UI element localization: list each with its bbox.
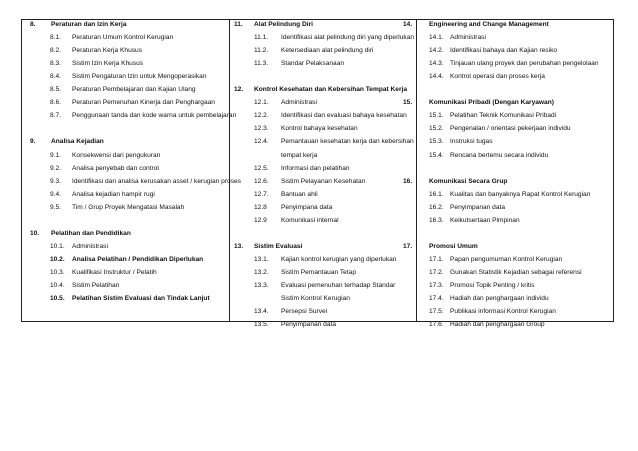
item-number: 10.2.	[50, 255, 65, 263]
item-text: Kontrol operasi dan proses kerja	[450, 73, 545, 81]
item-text: Pelatihan Teknik Komunikasi Pribadi	[450, 112, 557, 120]
section-heading: Analisa Kejadian	[51, 138, 104, 146]
item-text: Gunakan Statistik Kejadian sebagai referensi	[450, 268, 582, 276]
item-text: Peraturan Pembelajaran dan Kajian Ulang	[72, 86, 196, 94]
item-number: 12.5.	[254, 164, 269, 172]
section-number: 9.	[30, 138, 36, 146]
item-number: 14.4.	[429, 73, 444, 81]
item-text: Persepsi Survei	[281, 308, 328, 316]
item-text: Identifikasi bahaya dan Kajian resiko	[450, 47, 558, 55]
item-text: Kontrol bahaya kesehatan	[281, 125, 358, 133]
item-text: Sistim Kontrol Kerugian	[281, 295, 350, 303]
item-number: 8.6.	[50, 99, 61, 107]
item-text: Analisa kejadian hampir rugi	[72, 190, 155, 198]
item-text: Penyimpanan data	[281, 321, 336, 329]
section-number: 17.	[403, 242, 413, 250]
item-number: 17.3.	[429, 282, 444, 289]
item-number: 13.1.	[254, 255, 269, 263]
item-number: 8.5.	[50, 86, 61, 94]
item-text: Sistim Pengaturan Izin untuk Mengoperasikan	[72, 73, 207, 81]
item-number: 14.1.	[429, 34, 444, 42]
section-heading: Pelatihan dan Pendidikan	[51, 229, 131, 237]
section-number: 8.	[30, 21, 36, 28]
item-number: 8.3.	[50, 60, 61, 68]
item-text: Penyimpana data	[281, 203, 333, 211]
item-number: 13.5.	[254, 321, 269, 329]
item-number: 17.4.	[429, 295, 444, 303]
item-text: Konsekwensi dari pengukuran	[72, 151, 161, 159]
section-heading: Komunikasi Pribadi (Dengan Karyawan)	[429, 99, 554, 107]
item-number: 15.3.	[429, 138, 444, 146]
item-text: Pelatihan Sistim Evaluasi dan Tindak Lanjut	[72, 295, 210, 303]
item-number: 10.4.	[50, 282, 65, 289]
item-text: Publikasi informasi Kontrol Kerugian	[450, 308, 556, 316]
item-text: Komunikasi internal	[281, 216, 339, 224]
item-number: 12.3.	[254, 125, 269, 133]
item-text: Kajian kontrol kerugian yang diperlukan	[281, 255, 397, 263]
column-divider	[416, 20, 417, 321]
item-text: Pemantauan kesehatan kerja dan kebersihan	[281, 138, 414, 146]
item-number: 12.4.	[254, 138, 269, 146]
item-number: 12.1.	[254, 99, 269, 107]
item-text: tempat kerja	[281, 151, 318, 159]
item-number: 12.2.	[254, 112, 269, 120]
item-text: Ketersediaan alat pelindung diri	[281, 47, 374, 55]
section-heading: Promosi Umum	[429, 242, 478, 250]
item-text: Evaluasi pemenuhan terhadap Standar	[281, 282, 396, 289]
item-text: Papan pengumuman Kontrol Kerugian	[450, 255, 563, 263]
item-number: 9.4.	[50, 190, 61, 198]
item-text: Sistim Izin Kerja Khusus	[72, 60, 144, 68]
item-text: Sistim Pelatihan	[72, 282, 120, 289]
section-number: 15.	[403, 99, 413, 107]
item-number: 8.7.	[50, 112, 61, 120]
item-number: 11.3.	[254, 60, 269, 68]
item-number: 15.2.	[429, 125, 444, 133]
item-text: Tinjauan ulang proyek dan perubahan pengelolaan	[450, 60, 599, 68]
item-text: Standar Pelaksanaan	[281, 60, 345, 68]
item-number: 12.6.	[254, 177, 269, 185]
item-text: Instruksi tugas	[450, 138, 493, 146]
item-number: 17.2.	[429, 268, 444, 276]
item-number: 12.9	[254, 216, 267, 224]
item-number: 15.1.	[429, 112, 444, 120]
item-text: Penggunaan tanda dan kode warna untuk pembelajaran	[72, 112, 237, 120]
item-text: Sistim Pelayanan Kesehatan	[281, 177, 366, 185]
section-number: 13.	[234, 242, 244, 250]
item-number: 9.5.	[50, 203, 61, 211]
item-text: Peraturan Umum Kontrol Kerugian	[72, 34, 174, 42]
item-text: Pengenalan / orientasi pekerjaan individu	[450, 125, 571, 133]
item-text: Keikutsertaan Pimpinan	[450, 216, 520, 224]
item-text: Identifikasi alat pelindung diri yang diperlukan	[281, 34, 415, 42]
item-number: 12.7.	[254, 190, 269, 198]
item-text: Penyimpanan data	[450, 203, 505, 211]
item-text: Administrasi	[450, 34, 486, 42]
item-number: 14.3.	[429, 60, 444, 68]
item-text: Kualitas dan banyaknya Rapat Kontrol Kerugian	[450, 190, 591, 198]
item-text: Administrasi	[72, 242, 108, 250]
section-heading: Kontrol Kesehatan dan Kebersihan Tempat Kerja	[254, 86, 408, 94]
item-number: 16.2.	[429, 203, 444, 211]
item-text: Identifikasi dan evaluasi bahaya kesehatan	[281, 112, 407, 120]
item-text: Bantuan ahli	[281, 190, 318, 198]
section-heading: Peraturan dan Izin Kerja	[51, 21, 127, 28]
item-text: Kualifikasi Instruktur / Pelatih	[72, 268, 157, 276]
item-text: Analisa penyebab dan control	[72, 164, 159, 172]
item-text: Hadiah dan penghargaan Group	[450, 321, 545, 329]
section-number: 14.	[403, 21, 413, 28]
section-number: 11.	[234, 21, 243, 28]
item-number: 16.3.	[429, 216, 444, 224]
item-number: 8.2.	[50, 47, 61, 55]
item-number: 9.2.	[50, 164, 61, 172]
item-text: Peraturan Pemenuhan Kinerja dan Penghargaan	[72, 99, 215, 107]
item-number: 17.5.	[429, 308, 444, 316]
item-text: Rencana bertemu secara individu	[450, 151, 549, 159]
section-number: 16.	[403, 177, 413, 185]
item-number: 16.1.	[429, 190, 444, 198]
item-text: Tim / Grup Proyek Mengatasi Masalah	[72, 203, 185, 211]
item-number: 13.3.	[254, 282, 269, 289]
item-text: Promosi Topik Penting / kritis	[450, 282, 535, 289]
item-text: Administrasi	[281, 99, 317, 107]
item-number: 11.1.	[254, 34, 269, 42]
item-number: 14.2.	[429, 47, 444, 55]
section-heading: Alat Pelindung Diri	[254, 21, 313, 28]
item-number: 10.3.	[50, 268, 65, 276]
item-number: 10.1.	[50, 242, 65, 250]
item-text: Hadiah dan penghargaan individu	[450, 295, 549, 303]
section-number: 12.	[234, 86, 244, 94]
column-divider	[229, 20, 230, 321]
item-number: 17.6.	[429, 321, 444, 329]
item-text: Peraturan Kerja Khusus	[72, 47, 143, 55]
section-number: 10.	[30, 229, 40, 237]
item-text: Informasi dan pelatihan	[281, 164, 350, 172]
item-number: 8.1.	[50, 34, 61, 42]
section-heading: Komunikasi Secara Grup	[429, 177, 508, 185]
item-number: 10.5.	[50, 295, 65, 303]
item-number: 9.1.	[50, 151, 61, 159]
item-number: 12.8	[254, 203, 267, 211]
item-text: Identifikasi dan analisa kerusakan asset / kerugian proses	[72, 177, 241, 185]
section-heading: Sistim Evaluasi	[254, 242, 303, 250]
section-heading: Engineering and Change Management	[429, 21, 549, 28]
item-number: 15.4.	[429, 151, 444, 159]
item-number: 13.4.	[254, 308, 269, 316]
item-number: 9.3.	[50, 177, 61, 185]
item-text: Sistim Pemantauan Tetap	[281, 268, 357, 276]
item-number: 17.1.	[429, 255, 444, 263]
item-text: Analisa Pelatihan / Pendidikan Diperlukan	[72, 255, 204, 263]
item-number: 8.4.	[50, 73, 61, 81]
item-number: 11.2.	[254, 47, 269, 55]
item-number: 13.2.	[254, 268, 269, 276]
